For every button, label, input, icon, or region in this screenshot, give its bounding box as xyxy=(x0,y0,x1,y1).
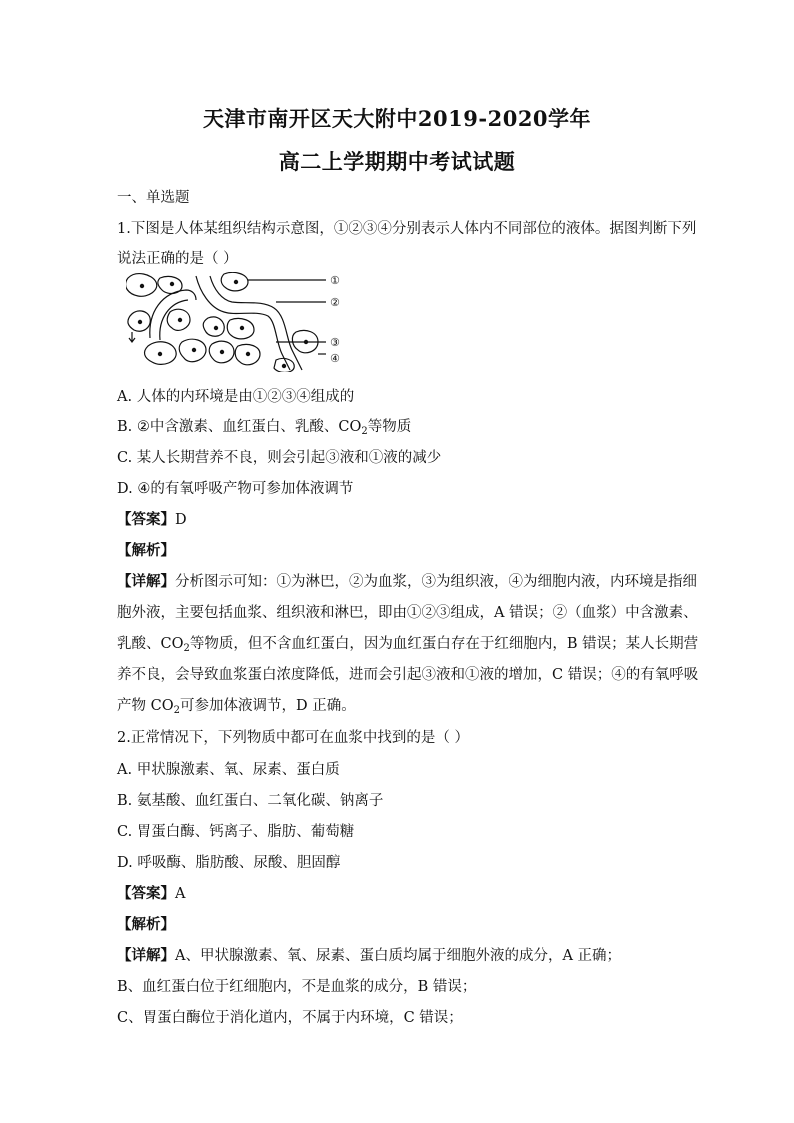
q1-answer: 【答案】D xyxy=(117,511,187,528)
q1-option-d: D. ④的有氧呼吸产物可参加体液调节 xyxy=(117,481,354,497)
section-heading: 一、单选题 xyxy=(117,190,190,206)
document-title-line1: 天津市南开区天大附中2019-2020学年 xyxy=(202,106,592,131)
q2-stem: 2.正常情况下，下列物质中都可在血浆中找到的是（ ） xyxy=(117,730,469,746)
diagram-label-2: ② xyxy=(330,296,340,309)
q1-stem-line1: 1.下图是人体某组织结构示意图，①②③④分别表示人体内不同部位的液体。据图判断下列 xyxy=(117,221,697,237)
q1-detail-line4: 养不良，会导致血浆蛋白浓度降低，进而会引起③液和①液的增加，C 错误；④的有氧呼吸 xyxy=(117,667,699,683)
q2-option-a: A. 甲状腺激素、氧、尿素、蛋白质 xyxy=(117,762,340,778)
q2-option-b: B. 氨基酸、血红蛋白、二氧化碳、钠离子 xyxy=(117,793,384,809)
diagram-label-1: ① xyxy=(330,274,340,287)
q2-detail-line2: B、血红蛋白位于红细胞内，不是血浆的成分，B 错误； xyxy=(117,979,477,995)
q2-option-c: C. 胃蛋白酶、钙离子、脂肪、葡萄糖 xyxy=(117,824,355,840)
q2-detail-line1: 【详解】A、甲状腺激素、氧、尿素、蛋白质均属于细胞外液的成分，A 正确； xyxy=(117,947,622,964)
q2-detail-line3: C、胃蛋白酶位于消化道内，不属于内环境，C 错误； xyxy=(117,1010,463,1026)
q1-stem-line2: 说法正确的是（ ） xyxy=(117,251,238,267)
diagram-label-3: ③ xyxy=(330,336,340,349)
document-title-line2: 高二上学期期中考试试题 xyxy=(278,149,516,174)
q2-answer: 【答案】A xyxy=(117,885,186,902)
q1-option-a: A. 人体的内环境是由①②③④组成的 xyxy=(117,389,355,405)
q1-option-b: B. ②中含激素、血红蛋白、乳酸、$CO_2$等物质 xyxy=(117,419,412,437)
diagram-label-4: ④ xyxy=(330,352,340,365)
q2-analysis-heading: 【解析】 xyxy=(117,916,175,933)
q1-analysis-heading: 【解析】 xyxy=(117,542,175,559)
q1-option-c: C. 某人长期营养不良，则会引起③液和①液的减少 xyxy=(117,450,442,466)
q1-detail-line2: 胞外液，主要包括血浆、组织液和淋巴，即由①②③组成，A 错误；②（血浆）中含激素、 xyxy=(117,605,698,621)
q1-detail-line5: 产物 $CO_2$可参加体液调节，D 正确。 xyxy=(117,698,356,716)
tissue-structure-diagram xyxy=(126,272,346,372)
q2-option-d: D. 呼吸酶、脂肪酸、尿酸、胆固醇 xyxy=(117,855,341,871)
q1-detail-line3: 乳酸、$CO_2$等物质，但不含血红蛋白，因为血红蛋白存在于红细胞内，B 错误；某人长期营 xyxy=(117,636,699,654)
q1-detail-line1: 【详解】分析图示可知：①为淋巴，②为血浆，③为组织液，④为细胞内液，内环境是指细 xyxy=(117,573,697,590)
